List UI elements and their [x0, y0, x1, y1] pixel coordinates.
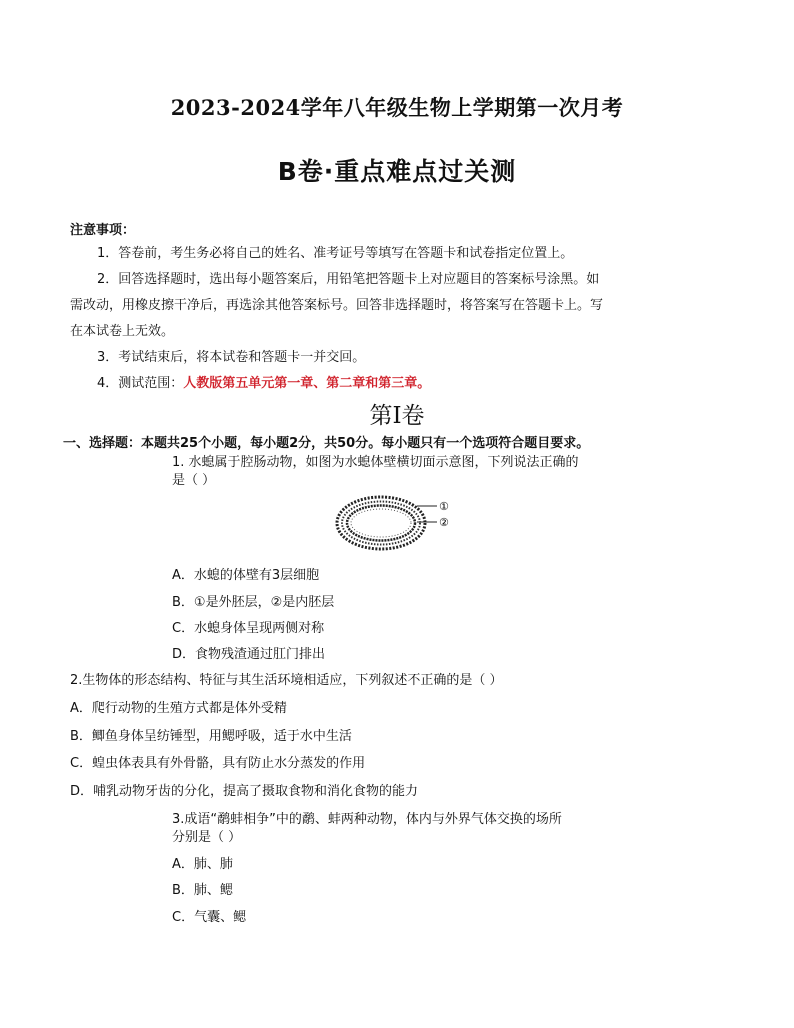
- question-3-option-a: A．肺、肺: [172, 857, 233, 872]
- question-2-option-d: D．哺乳动物牙齿的分化，提高了摄取食物和消化食物的能力: [70, 784, 419, 799]
- inner-layer-ring: [347, 506, 415, 541]
- note-line-3: 需改动，用橡皮擦干净后，再选涂其他答案标号。回答非选择题时，将答案写在答题卡上。写: [70, 298, 604, 313]
- question-2-option-c: C．蝗虫体表具有外骨骼，具有防止水分蒸发的作用: [70, 756, 366, 771]
- note-line-2: 2．回答选择题时，选出每小题答案后，用铅笔把答题卡上对应题目的答案标号涂黑。如: [97, 272, 600, 287]
- question-3-stem-line1: 3.成语“鹬蚌相争”中的鹬、蚌两种动物，体内与外界气体交换的场所: [172, 812, 562, 827]
- note-line-1: 1．答卷前，考生务必将自己的姓名、准考证号等填写在答题卡和试卷指定位置上。: [97, 246, 574, 261]
- volume-title: 第Ⅰ卷: [369, 403, 425, 429]
- note-line-4: 在本试卷上无效。: [70, 324, 175, 339]
- section-heading: 一、选择题：本题共25个小题，每小题2分，共50分。每小题只有一个选项符合题目要求。: [63, 436, 590, 451]
- question-1-option-c: C．水螅身体呈现两侧对称: [172, 621, 325, 636]
- note-scope: [97, 370, 430, 397]
- question-3-option-b: B．肺、鳃: [172, 883, 233, 898]
- hydra-figure-svg: [333, 490, 463, 554]
- document-subtitle: B卷·重点难点过关测: [277, 157, 517, 186]
- question-2-option-b: B．鲫鱼身体呈纺锤型，用鳃呼吸，适于水中生活: [70, 729, 352, 744]
- document-title: 2023-2024学年八年级生物上学期第一次月考: [170, 95, 624, 120]
- middle-ring: [342, 502, 420, 545]
- notes-heading: 注意事项：: [70, 223, 136, 238]
- question-1-option-a: A．水螅的体壁有3层细胞: [172, 568, 320, 583]
- question-1-stem-line1: 1. 水螅属于腔肠动物，如图为水螅体壁横切面示意图，下列说法正确的: [172, 455, 579, 470]
- question-1-stem-line2: 是（ ）: [172, 473, 216, 488]
- figure-label-1: ①: [439, 500, 449, 513]
- note-scope-range: 人教版第五单元第一章、第二章和第三章。: [183, 376, 431, 391]
- question-3-stem-line2: 分别是（ ）: [172, 830, 242, 845]
- question-3-option-c: C．气囊、鳃: [172, 910, 247, 925]
- question-2-stem: 2.生物体的形态结构、特征与其生活环境相适应，下列叙述不正确的是（ ）: [70, 673, 503, 688]
- note-line-5: 3．考试结束后，将本试卷和答题卡一并交回。: [97, 350, 366, 365]
- hydra-cross-section-figure: [333, 490, 463, 554]
- inner-texture-ring: [351, 509, 411, 537]
- note-scope-prefix: 4．测试范围：: [97, 376, 184, 391]
- figure-label-2: ②: [439, 516, 449, 529]
- question-1-option-b: B．①是外胚层，②是内胚层: [172, 595, 335, 610]
- question-2-option-a: A．爬行动物的生殖方式都是体外受精: [70, 701, 287, 716]
- question-1-option-d: D．食物残渣通过肛门排出: [172, 647, 326, 662]
